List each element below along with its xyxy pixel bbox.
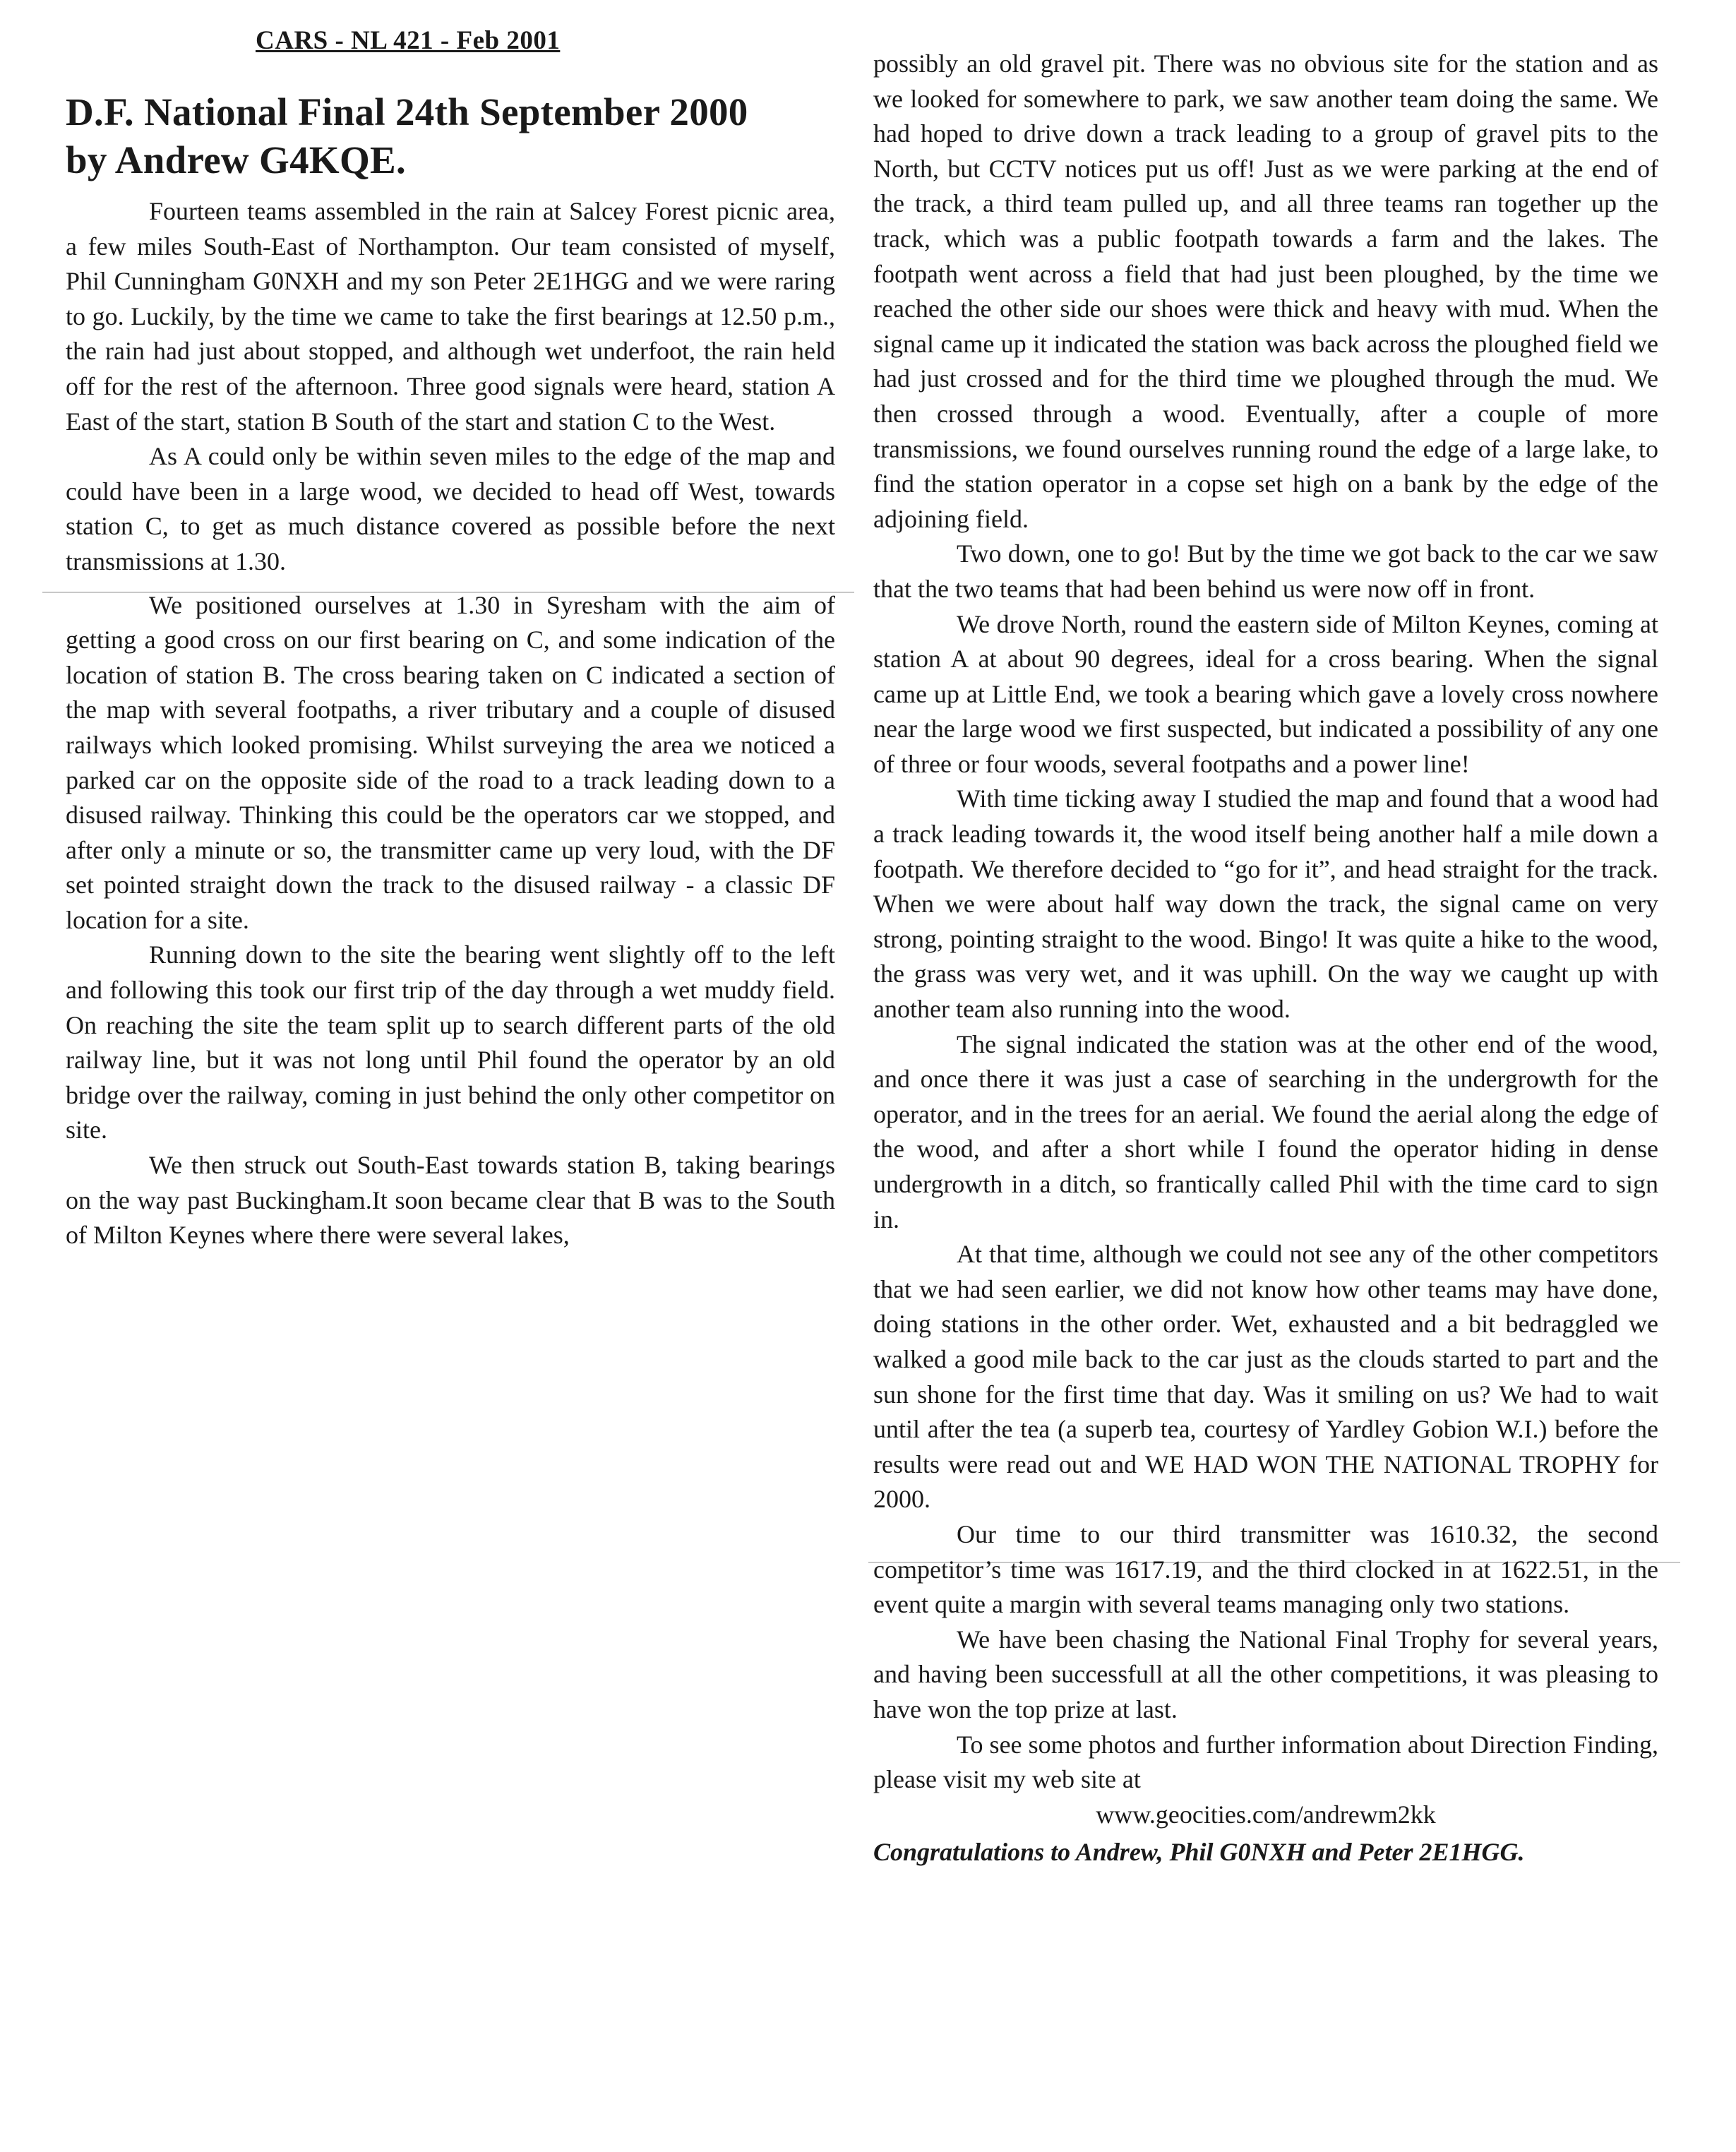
paragraph: We then struck out South-East towards station B, taking bearings on the way past Buckingham.It soon became clear that B was to the South of Milton Keynes where there were several lakes, <box>66 1151 835 1250</box>
paragraph-continued: possibly an old gravel pit. There was no obvious site for the station and as we looked for somewhere to park, we saw another team doing the same. We had hoped to drive down a track leading to a group of gravel pits to the North, but CCTV notices put us off! Just as we were parking at the end of the track, a third team pulled up, and all three teams ran together up the track, which was a public footpath towards a farm and the lakes. The footpath went across a field that had just been ploughed, by the time we reached the other side our shoes were thick and heavy with mud. When the signal came up it indicated the station was back across the ploughed field we had just crossed and for the third time we ploughed through the mud. We then crossed through a wood. Eventually, after a couple of more transmissions, we found ourselves running round the edge of a large lake, to find the station operator in a copse set high on a bank by the edge of the adjoining field. <box>873 49 1658 533</box>
paragraph: Our time to our third transmitter was 1610.32, the second competitor’s time was 1617.19, and the third clocked in at 1622.51, in the event quite a margin with several teams managing only two stations. <box>873 1519 1658 1619</box>
paragraph: To see some photos and further information about Direction Finding, please visit my web site at <box>873 1730 1658 1794</box>
article-title <box>66 88 835 184</box>
paragraph: We have been chasing the National Final Trophy for several years, and having been successfull at all the other competitions, it was pleasing to have won the top prize at last. <box>873 1625 1658 1723</box>
left-column <box>66 88 835 1253</box>
right-column <box>873 47 1658 1870</box>
paragraph: As A could only be within seven miles to the edge of the map and could have been in a large wood, we decided to head off West, towards station C, to get as much distance covered as possible before the next transmissions at 1.30. <box>66 442 835 575</box>
website-url: www.geocities.com/andrewm2kk <box>1096 1800 1436 1829</box>
title-line-2: by Andrew G4KQE. <box>66 138 407 181</box>
title-line-1: D.F. National Final 24th September 2000 <box>66 90 748 133</box>
paragraph: At that time, although we could not see any of the other competitors that we had seen earlier, we did not know how other teams may have done, doing stations in the other order. Wet, exhausted and a bit bedraggled we walked a good mile back to the car just as the clouds started to part and the sun shone for the first time that day. Was it smiling on us? We had to wait until after the tea (a superb tea, courtesy of Yardley Gobion W.I.) before the results were read out and WE HAD WON THE NATIONAL TROPHY for 2000. <box>873 1240 1658 1514</box>
paragraph: The signal indicated the station was at the other end of the wood, and once there it was just a case of searching in the undergrowth for the operator, and in the trees for an aerial. We found the aerial along the edge of the wood, and after a short while I found the operator hiding in dense undergrowth in a ditch, so frantically called Phil with the time card to sign in. <box>873 1029 1658 1233</box>
paragraph: We drove North, round the eastern side of Milton Keynes, coming at station A at about 90 degrees, ideal for a cross bearing. When the signal came up at Little End, we took a bearing which gave a lovely cross nowhere near the large wood we first suspected, but indicated a possibility of any one of three or four woods, several footpaths and a power line! <box>873 609 1658 778</box>
paragraph: Fourteen teams assembled in the rain at Salcey Forest picnic area, a few miles South-East of Northampton. Our team consisted of myself, Phil Cunningham G0NXH and my son Peter 2E1HGG and we were raring to go. Luckily, by the time we came to take the first bearings at 12.50 p.m., the rain had just about stopped, and although wet underfoot, the rain held off for the rest of the afternoon. Three good signals were heard, station A East of the start, station B South of the start and station C to the West. <box>66 197 835 436</box>
congratulations-line: Congratulations to Andrew, Phil G0NXH and Peter 2E1HGG. <box>873 1838 1525 1867</box>
paragraph: We positioned ourselves at 1.30 in Syresham with the aim of getting a good cross on our first bearing on C, and some indication of the location of station B. The cross bearing taken on C indicated a section of the map with several footpaths, a river tributary and a couple of disused railways which looked promising. Whilst surveying the area we noticed a parked car on the opposite side of the road to a track leading down to a disused railway. Thinking this could be the operators car we stopped, and after only a minute or so, the transmitter came up very loud, with the DF set pointed straight down the track to the disused railway - a classic DF location for a site. <box>66 590 835 934</box>
newsletter-header: CARS - NL 421 - Feb 2001 <box>256 26 561 55</box>
paragraph: Two down, one to go! But by the time we got back to the car we saw that the two teams that had been behind us were now off in front. <box>873 539 1658 603</box>
paragraph: With time ticking away I studied the map and found that a wood had a track leading towards it, the wood itself being another half a mile down a footpath. We therefore decided to “go for it”, and head straight for the track. When we were about half way down the track, the signal came on very strong, pointing straight to the wood. Bingo! It was quite a hike to the wood, the grass was very wet, and it was uphill. On the way we caught up with another team also running into the wood. <box>873 784 1658 1024</box>
paragraph: Running down to the site the bearing went slightly off to the left and following this took our first trip of the day through a wet muddy field. On reaching the site the team split up to search different parts of the old railway line, but it was not long until Phil found the operator by an old bridge over the railway, coming in just behind the only other competitor on site. <box>66 940 835 1144</box>
